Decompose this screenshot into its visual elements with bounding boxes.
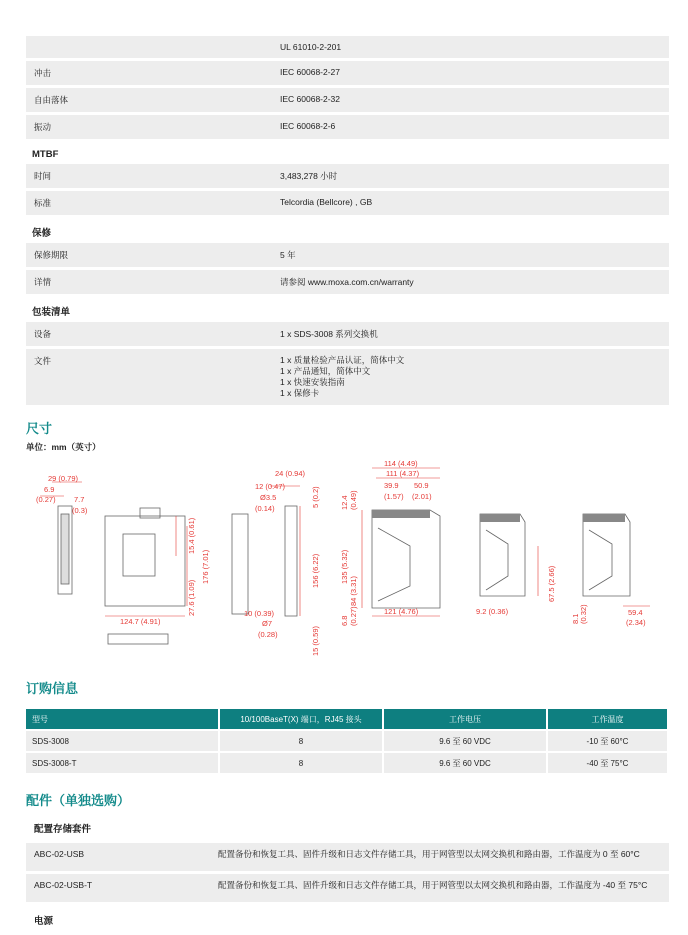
spec-row [26,88,669,112]
spec-row [26,191,669,215]
list-item: 1 x 产品通知，简体中文 [280,366,371,376]
dimensions-section [26,418,101,453]
spec-value: IEC 60068-2-27 [280,67,341,77]
table-header: 工作温度 [548,709,669,729]
dim-label: 121 (4.76) [384,607,419,616]
spec-row [26,36,669,58]
spec-value: UL 61010-2-201 [280,42,342,52]
dim-label: 156 (6.22) [311,553,320,588]
dim-label: 8.1 [571,613,580,624]
ordering-title: 订购信息 [26,681,79,696]
warranty-heading: 保修 [32,228,52,239]
dim-label: 7.7 [74,495,85,504]
dim-label: (0.28) [258,630,278,639]
ordering-section [26,678,669,775]
dim-label: (0.14) [255,504,275,513]
dim-label: (0.32) [579,604,588,624]
spec-value: 请参阅 www.moxa.com.cn/warranty [280,277,414,287]
table-row [26,731,669,751]
dim-label: 9.2 (0.36) [476,607,509,616]
table-header: 10/100BaseT(X) 端口，RJ45 接头 [220,709,384,729]
spec-row [26,115,669,139]
spec-value: IEC 60068-2-32 [280,94,341,104]
dim-label: 10 (0.39) [244,609,275,618]
table-cell: -40 至 75°C [548,753,669,773]
dim-label: (0.49) [349,490,358,510]
dim-label: (2.34) [626,618,646,627]
spec-key: 保修期限 [34,250,69,260]
ordering-table [26,707,669,775]
dim-label: 176 (7.01) [201,549,210,584]
spec-sheet [26,36,669,408]
package-heading: 包装清单 [32,307,71,318]
dim-label: (0.27) [349,606,358,626]
table-cell: 8 [220,731,384,751]
dimensions-unit: 单位：mm（英寸） [26,442,101,452]
table-row [26,753,669,773]
spec-value: 1 x SDS-3008 系列交换机 [280,329,378,339]
dim-label: 59.4 [628,608,643,617]
dim-label: 50.9 [414,481,429,490]
dim-label: 67.5 (2.66) [547,565,556,602]
power-subheading: 电源 [34,916,54,927]
spec-key: 文件 [34,356,52,366]
table-cell: 9.6 至 60 VDC [384,753,548,773]
spec-key: 振动 [34,122,52,132]
accessories-title: 配件（单独选购） [26,793,131,808]
spec-row [26,61,669,85]
spec-key: 设备 [34,329,52,339]
dim-label: (2.01) [412,492,432,501]
dim-label: 135 (5.32) [340,549,349,584]
package-docs-list [274,349,669,405]
spec-value: IEC 60068-2-6 [280,121,336,131]
dim-label: 111 (4.37) [386,469,420,478]
dim-label: (0.3) [72,506,88,515]
spec-value: 3,483,278 小时 [280,171,338,181]
dim-label: 6.9 [44,485,55,494]
list-item: 1 x 快速安装指南 [280,377,345,387]
spec-key: 冲击 [34,68,52,78]
spec-row [26,164,669,188]
dim-label: 29 (0.79) [48,474,79,483]
dim-label: 12.4 [340,495,349,510]
accessory-name: ABC-02-USB [34,849,85,859]
accessory-desc: 配置备份和恢复工具、固件升级和日志文件存储工具，用于网管型以太网交换机和路由器，工作温度为 -40 至 75°C [218,880,648,890]
dimension-drawing [0,456,688,662]
list-item [26,843,669,871]
dim-label: 27.6 (1.09) [187,579,196,616]
dim-label: 24 (0.94) [275,469,306,478]
accessory-desc: 配置备份和恢复工具、固件升级和日志文件存储工具，用于网管型以太网交换机和路由器，工作温度为 0 至 60°C [218,849,640,859]
list-item: 1 x 保修卡 [280,388,320,398]
accessories-section [26,790,669,935]
spec-key [26,36,274,58]
spec-row [26,322,669,346]
dim-label: 6.8 [340,615,349,626]
table-cell: SDS-3008-T [26,753,220,773]
spec-key: 时间 [34,171,52,181]
table-cell: 8 [220,753,384,773]
list-item: 1 x 质量检验产品认证，简体中文 [280,355,405,365]
dim-label: 12 (0.47) [255,482,286,491]
accessories-subheading: 配置存储套件 [34,824,92,835]
list-item [26,874,669,902]
spec-row [26,270,669,294]
dim-label: 15 (0.59) [311,625,320,656]
dim-label: 114 (4.49) [384,459,418,468]
dim-label: 39.9 [384,481,399,490]
mtbf-heading: MTBF [32,149,59,160]
dim-label: (1.57) [384,492,404,501]
spec-row [26,349,669,405]
spec-key: 详情 [34,277,52,287]
dim-label: Ø3.5 [260,493,277,502]
accessory-name: ABC-02-USB-T [34,880,93,890]
spec-key: 标准 [34,198,52,208]
dim-label: 15.4 (0.61) [187,517,196,554]
spec-value: Telcordia (Bellcore) , GB [280,197,373,207]
dimensions-title: 尺寸 [26,421,53,436]
table-header: 型号 [26,709,220,729]
table-cell: -10 至 60°C [548,731,669,751]
table-cell: 9.6 至 60 VDC [384,731,548,751]
dim-label: 5 (0.2) [311,486,320,508]
table-header: 工作电压 [384,709,548,729]
dim-label: 124.7 (4.91) [120,617,161,626]
dim-label: 84 (3.31) [349,575,358,606]
table-header-row [26,709,669,729]
spec-value: 5 年 [280,250,296,260]
spec-key: 自由落体 [34,95,69,105]
dim-label: (0.27) [36,495,56,504]
spec-row [26,243,669,267]
table-cell: SDS-3008 [26,731,220,751]
dim-label: Ø7 [262,619,273,628]
